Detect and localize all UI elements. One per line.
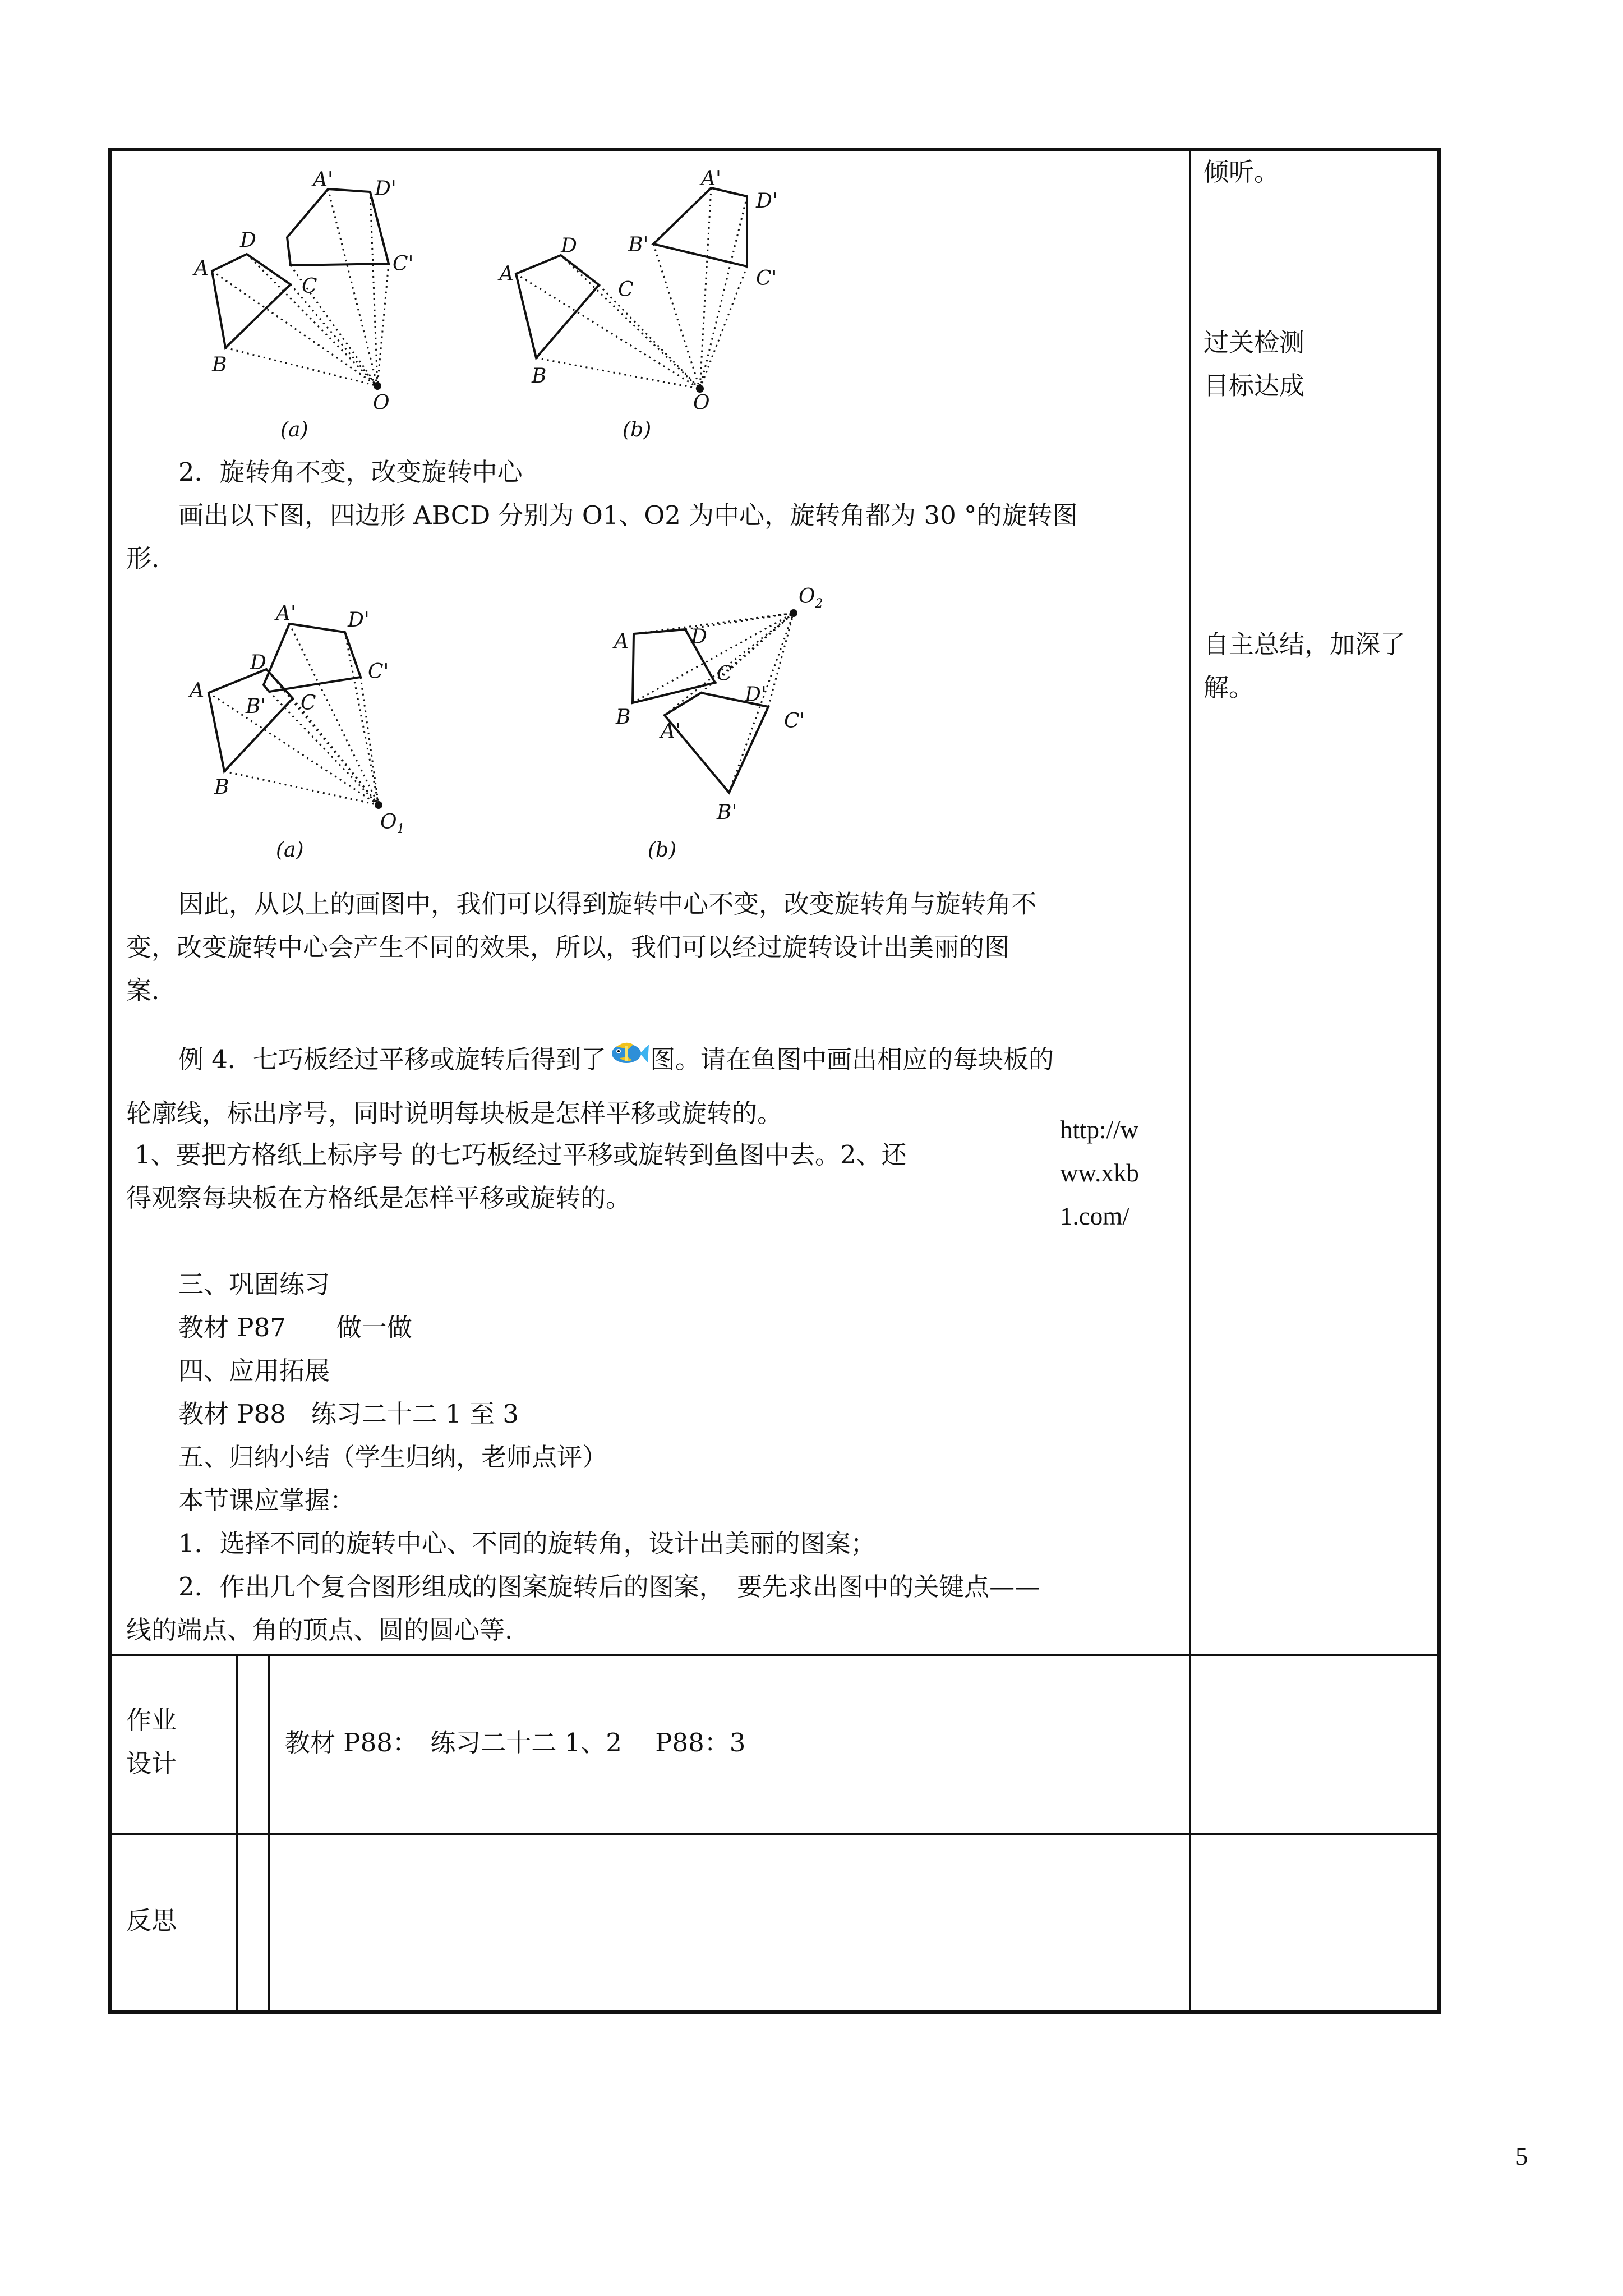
practice-item: 教材 P87 做一做 [178,1313,412,1342]
label-d-prime-2a: D' [348,609,370,632]
section-2-instruction-line2: 形. [126,544,160,573]
table-border-right [1437,148,1441,2014]
label-c-prime-2b: C' [784,710,805,733]
figure1-diagram-a [192,168,413,441]
label-b-2a: B [214,776,229,799]
label-a-prime-b: A' [701,167,721,190]
summary-intro: 本节课应掌握： [178,1485,356,1515]
table-col-divider-notes [1189,148,1191,2014]
quad-abcd-rotated-b [653,188,747,266]
homework-content: 教材 P88： 练习二十二 1、2 P88：3 [285,1728,746,1757]
section-2-heading: 2．旋转角不变，改变旋转中心 [178,457,523,487]
label-b-b: B [532,365,547,388]
quad-abcd-2a [209,669,293,771]
example4-url-line3[interactable]: 1.com/ [1060,1202,1129,1230]
summary-point1: 1．选择不同的旋转中心、不同的旋转角，设计出美丽的图案； [178,1529,876,1558]
label-o: O [373,392,390,415]
page-number: 5 [1515,2142,1528,2170]
figure2-diagram-a [188,602,405,862]
practice-heading: 三、巩固练习 [178,1269,330,1299]
label-b-2b: B [616,706,631,729]
extension-item: 教材 P88 练习二十二 1 至 3 [178,1399,519,1429]
table-col-divider-spacer [268,1654,270,2014]
summary-point2-line1: 2．作出几个复合图形组成的图案旋转后的图案， 要先求出图中的关键点—— [178,1572,1040,1602]
label-d-prime-b: D' [756,190,778,213]
side-note-summary1: 自主总结，加深了 [1204,629,1406,659]
table-row-divider-reflection [108,1833,1441,1835]
side-note-check2: 目标达成 [1204,371,1305,401]
label-c-prime: C' [393,252,414,275]
reflection-label: 反思 [126,1906,177,1935]
label-d-2b: D [691,625,707,648]
summary-heading: 五、归纳小结（学生归纳，老师点评） [178,1442,608,1472]
example4-text-before-icon: 例 4．七巧板经过平移或旋转后得到了 [178,1045,606,1074]
conclusion-line3: 案. [126,976,160,1005]
fish-icon [606,1037,650,1070]
label-a-b: A [499,263,514,286]
label-a: A [194,257,209,280]
label-c-b: C [618,278,634,301]
label-o2: $O_2$ [799,585,823,611]
label-c-prime-b: C' [756,267,777,290]
quad-abcd [212,254,291,348]
summary-point2-line2: 线的端点、角的顶点、圆的圆心等. [126,1615,513,1645]
homework-label-line2: 设计 [126,1749,177,1778]
label-a-2a: A [190,679,204,702]
example4-line2: 轮廓线，标出序号，同时说明每块板是怎样平移或旋转的。 [126,1098,783,1128]
quad-abcd-b [516,255,599,358]
label-b-prime-b: B' [628,233,649,256]
table-col-divider-label [236,1654,238,2014]
figure1-diagram-b [497,167,778,441]
label-a-prime-2a: A' [276,602,296,625]
caption-b: (b) [623,418,652,441]
center-point-o [374,382,381,390]
label-b-prime-2b: B' [717,801,737,824]
example4-line1 [178,1037,1054,1082]
table-border-left [108,148,112,2014]
example4-url-line1[interactable]: http://w [1060,1116,1139,1144]
homework-label-line1: 作业 [126,1705,177,1735]
example4-text-after-icon: 图。请在鱼图中画出相应的每块板的 [649,1045,1054,1074]
label-c-2b: C [717,662,732,685]
center-point-o1 [375,801,382,809]
example4-line4: 得观察每块板在方格纸是怎样平移或旋转的。 [126,1183,631,1213]
label-d-2a: D [250,651,266,674]
center-point-o2 [790,609,797,617]
label-c-prime-2a: C' [368,660,389,683]
label-o1: $O_1$ [380,811,405,836]
example4-url-line2[interactable]: ww.xkb [1060,1159,1139,1187]
label-b: B [212,353,227,376]
label-d-prime: D' [375,177,396,200]
label-c-2a: C [301,692,316,715]
conclusion-line1: 因此，从以上的画图中，我们可以得到旋转中心不变，改变旋转角与旋转角不 [178,889,1037,919]
side-note-summary2: 解。 [1204,673,1255,702]
side-note-check1: 过关检测 [1204,328,1305,357]
label-a-prime: A' [313,168,333,191]
figure2-diagram-b [612,585,823,862]
quad-abcd-rotated-2b [665,693,768,793]
side-note-listen: 倾听。 [1204,157,1280,187]
extension-heading: 四、应用拓展 [178,1356,330,1386]
table-border-bottom [108,2010,1441,2014]
rotation-figure-1 [179,163,824,454]
label-d: D [240,229,256,252]
label-c: C [302,275,317,298]
example4-line3: 1、要把方格纸上标序号 的七巧板经过平移或旋转到鱼图中去。2、还 [135,1140,907,1170]
caption-a: (a) [280,418,308,441]
label-a-2b: A [614,630,629,653]
label-d-b: D [561,234,577,257]
caption-2a: (a) [276,839,304,862]
rotation-figure-2 [179,581,880,872]
label-o-b: O [693,392,710,415]
conclusion-line2: 变，改变旋转中心会产生不同的效果，所以，我们可以经过旋转设计出美丽的图 [126,932,1010,962]
section-2-instruction-line1: 画出以下图，四边形 ABCD 分别为 O1、O2 为中心，旋转角都为 30 °的旋转图 [178,500,1078,530]
label-b-prime-2a: B' [246,695,266,718]
table-row-divider-homework [108,1654,1441,1656]
label-d-prime-2b: D' [745,683,767,706]
caption-2b: (b) [648,839,677,862]
label-a-prime-2b: A' [661,720,681,743]
